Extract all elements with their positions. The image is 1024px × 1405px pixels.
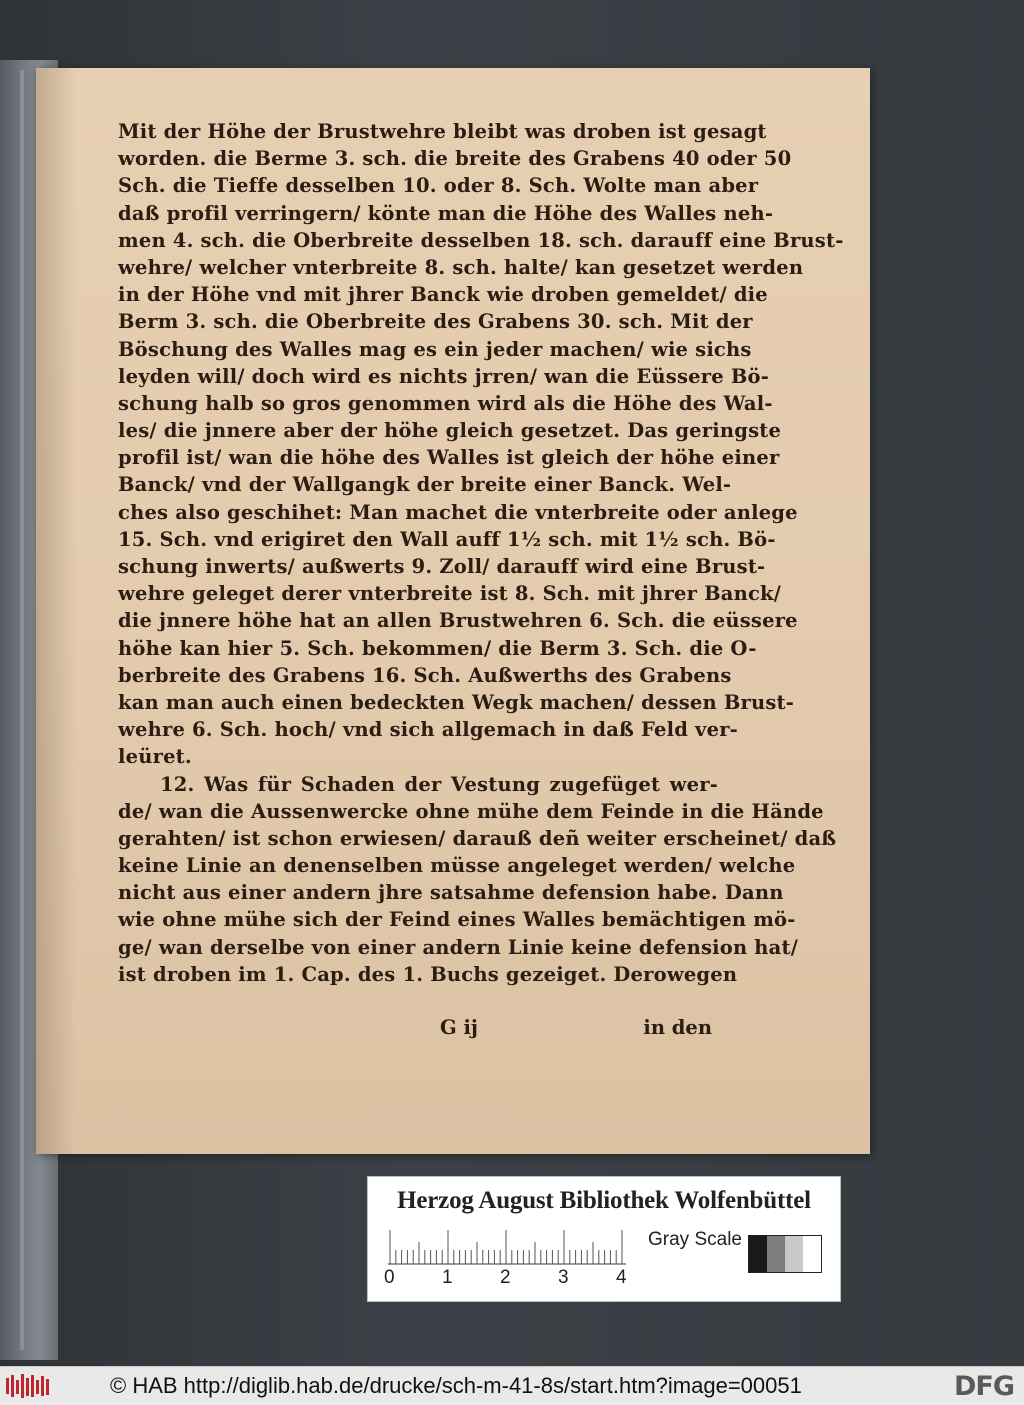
text-line: wehre/ welcher vnterbreite 8. sch. halte/ kan gesetzet werden [118,255,804,279]
ruler-number: 1 [442,1267,453,1288]
ruler-number: 3 [558,1267,569,1288]
text-line: wie ohne mühe sich der Feind eines Walles bemächtigen mö- [118,908,796,932]
text-line: de/ wan die Aussenwercke ohne mühe dem Feinde in die Hände [118,799,824,823]
text-line: daß profil verringern/ könte man die Höhe des Walles neh- [118,201,774,225]
text-line: höhe kan hier 5. Sch. bekommen/ die Berm 3. Sch. die O- [118,636,757,660]
text-line: schung inwerts/ außwerts 9. Zoll/ darauff wird eine Brust- [118,555,766,578]
text-line: leyden will/ doch wird es nichts jrren/ wan die Eüssere Bö- [118,364,770,388]
hab-logo-icon [4,1372,50,1400]
catchword: in den [643,1016,712,1039]
text-line: gerahten/ ist schon erwiesen/ darauß deñ weiter erscheinet/ daß [118,826,837,850]
text-line: in der Höhe vnd mit jhrer Banck wie droben gemeldet/ die [118,283,768,307]
text-line: profil ist/ wan die höhe des Walles ist gleich der höhe einer [118,446,780,470]
ruler-number: 0 [384,1267,395,1288]
page-text [118,118,844,988]
text-line: 15. Sch. vnd erigiret den Wall auff 1½ sch. mit 1½ sch. Bö- [118,527,776,551]
text-line: nicht aus einer andern jhre satsahme defension habe. Dann [118,881,784,905]
ruler-number: 2 [500,1267,511,1288]
gray-swatch-cell [785,1236,803,1272]
ruler [388,1229,626,1265]
text-line: keine Linie an denenselben müsse angeleget werden/ welche [118,854,796,878]
gray-swatch-cell [767,1236,785,1272]
text-line: les/ die jnnere aber der höhe gleich gesetzet. Das geringste [118,419,782,443]
text-line: ches also geschihet: Man machet die vnterbreite oder anlege [118,500,798,524]
text-line: ist droben im 1. Cap. des 1. Buchs gezeiget. Derowegen [118,962,738,986]
text-line: leüret. [118,745,192,769]
page-gutter-shadow [36,68,76,1154]
text-line: berbreite des Grabens 16. Sch. Außwerths des Grabens [118,663,732,687]
text-line: men 4. sch. die Oberbreite desselben 18. sch. darauff eine Brust- [118,228,844,252]
gray-scale-label: Gray Scale [648,1229,742,1250]
gray-scale-swatch [748,1235,822,1273]
page-footer [118,1016,718,1044]
text-line: wehre geleget derer vnterbreite ist 8. Sch. mit jhrer Banck/ [118,582,782,606]
text-line: worden. die Berme 3. sch. die breite des Grabens 40 oder 50 [118,147,792,171]
signature-mark: G ij [440,1016,478,1039]
gray-swatch-cell [803,1236,821,1272]
text-line: Mit der Höhe der Brustwehre bleibt was droben ist gesagt [118,120,767,143]
text-line: die jnnere höhe hat an allen Brustwehren 6. Sch. die eüssere [118,609,798,633]
text-line: Banck/ vnd der Wallgangk der breite einer Banck. Wel- [118,473,732,497]
gray-swatch-cell [749,1236,767,1272]
ruler-scale [388,1229,626,1265]
mylar-edge [20,70,24,1350]
library-name: Herzog August Bibliothek Wolfenbüttel [397,1187,811,1214]
status-bar [0,1366,1024,1405]
text-line: schung halb so gros genommen wird als die Höhe des Wal- [118,391,773,415]
text-line: Sch. die Tieffe desselben 10. oder 8. Sch. Wolte man aber [118,174,759,198]
text-line: 12. Was für Schaden der Vestung zugefüget wer- [160,772,718,796]
text-line: wehre 6. Sch. hoch/ vnd sich allgemach in daß Feld ver- [118,718,738,742]
reference-card [367,1176,841,1302]
ruler-number: 4 [616,1267,627,1288]
text-line: Berm 3. sch. die Oberbreite des Grabens 30. sch. Mit der [118,310,753,334]
copyright-url: © HAB http://diglib.hab.de/drucke/sch-m-41-8s/start.htm?image=00051 [110,1373,802,1398]
text-line: kan man auch einen bedeckten Wegk machen/ dessen Brust- [118,690,795,714]
text-line: ge/ wan derselbe von einer andern Linie keine defension hat/ [118,935,799,959]
ruler-numbers [384,1267,648,1291]
dfg-logo: DFG [953,1371,1014,1402]
text-line: Böschung des Walles mag es ein jeder machen/ wie sichs [118,337,752,361]
